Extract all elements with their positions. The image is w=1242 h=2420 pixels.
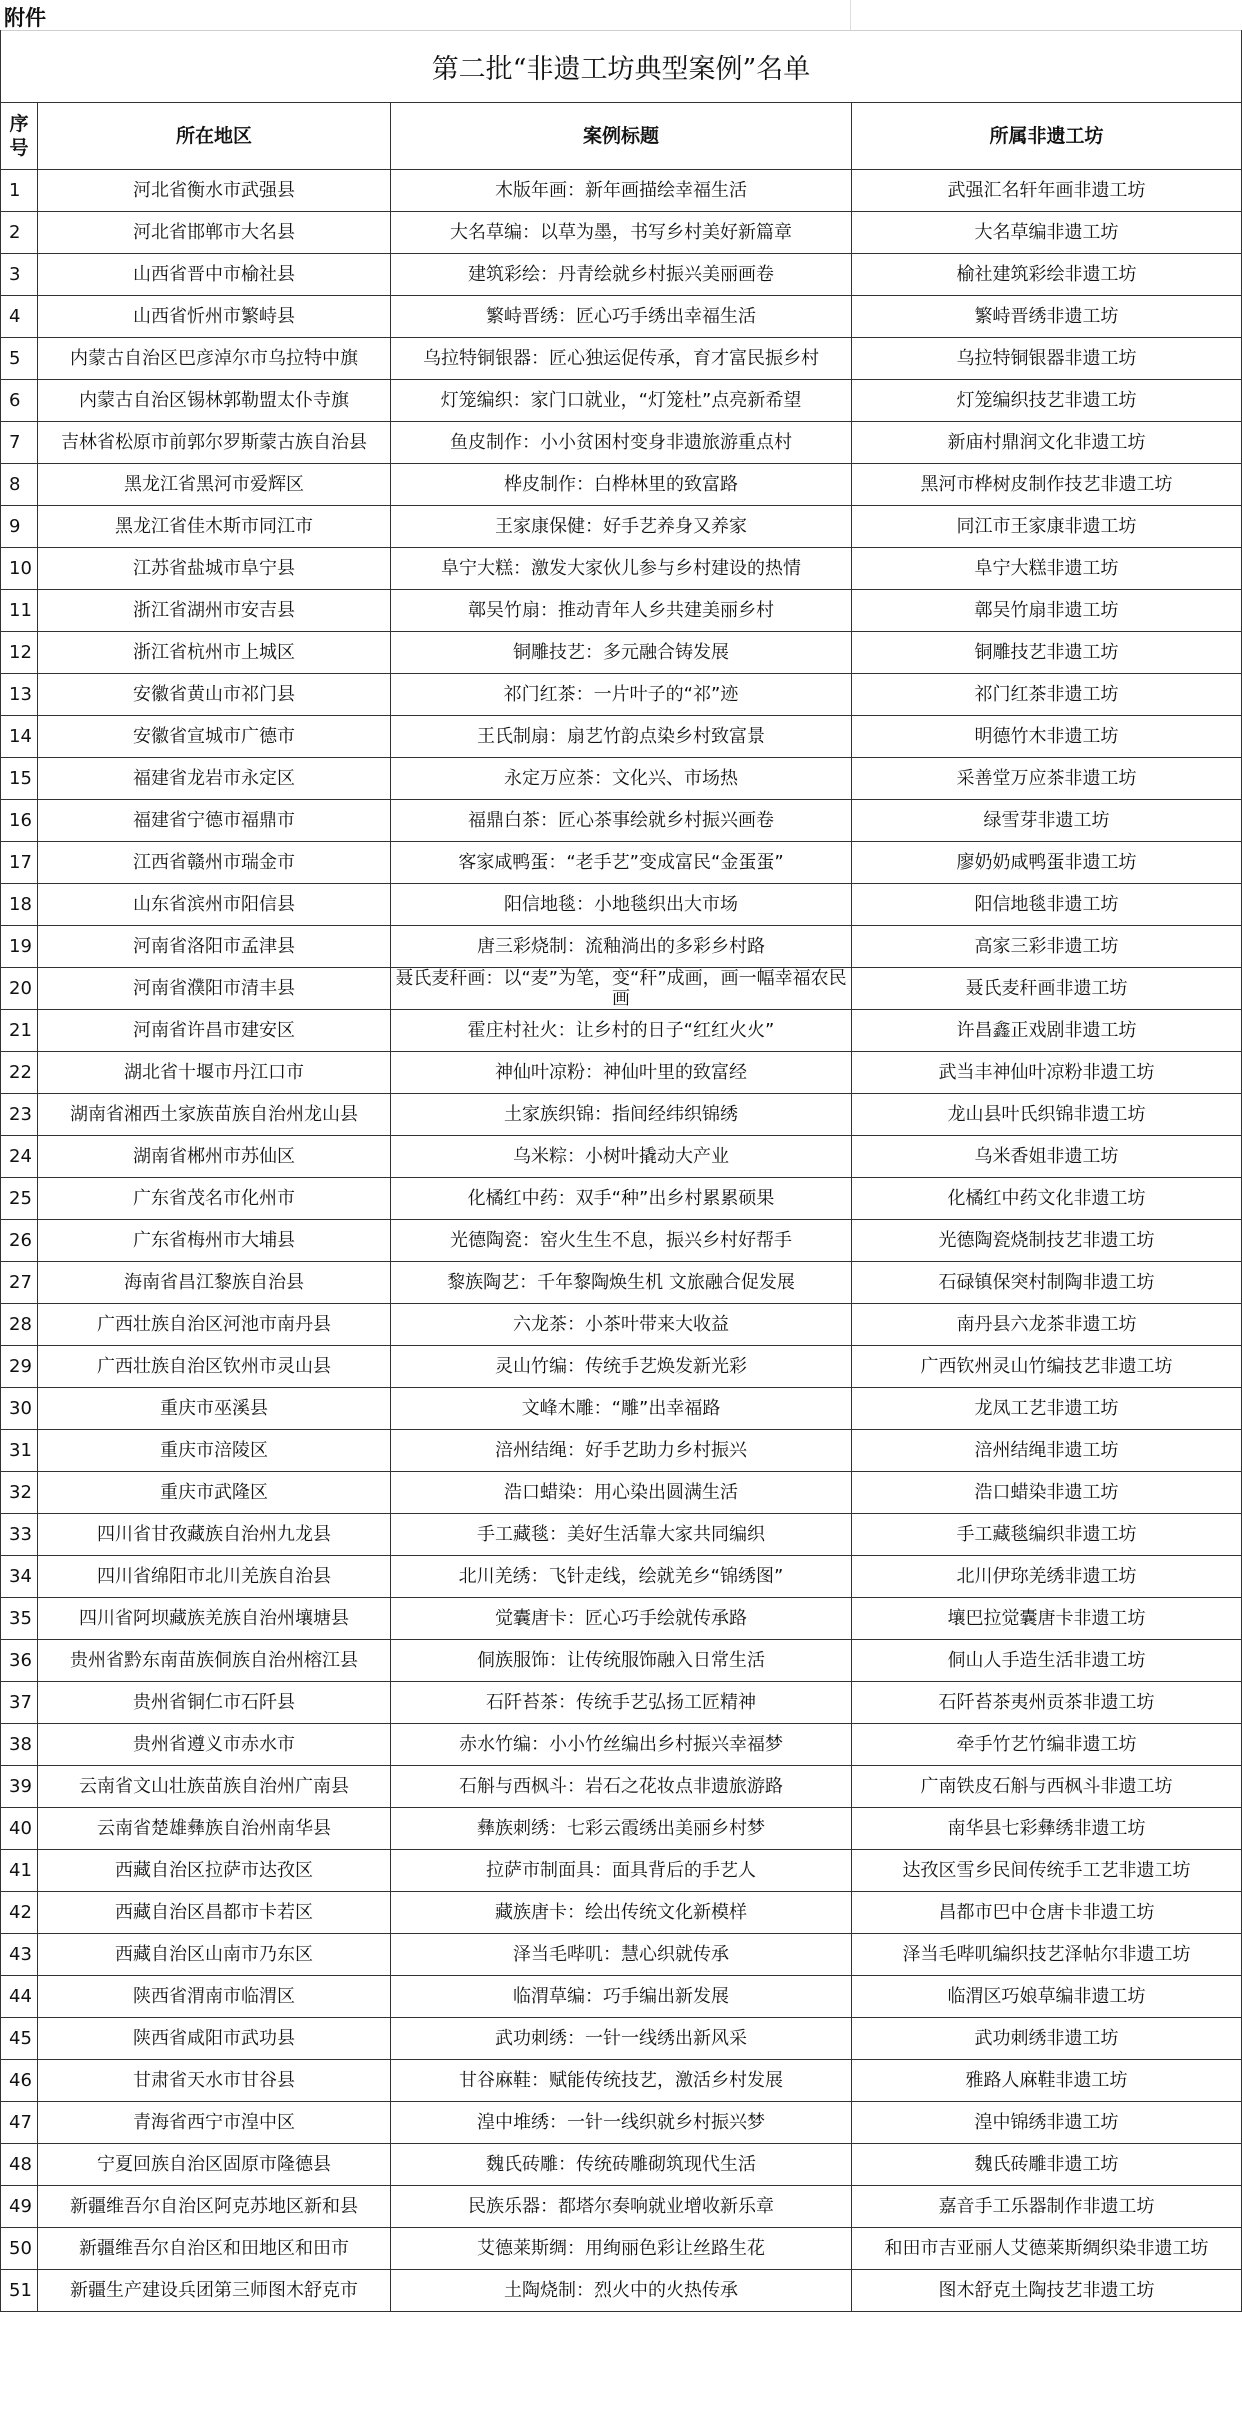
row-case-title: 鱼皮制作：小小贫困村变身非遗旅游重点村 bbox=[391, 422, 852, 464]
row-region: 海南省昌江黎族自治县 bbox=[38, 1262, 391, 1304]
row-workshop: 龙凤工艺非遗工坊 bbox=[852, 1388, 1242, 1430]
row-region: 云南省文山壮族苗族自治州广南县 bbox=[38, 1766, 391, 1808]
row-case-title: 石斛与西枫斗：岩石之花妆点非遗旅游路 bbox=[391, 1766, 852, 1808]
row-workshop: 湟中锦绣非遗工坊 bbox=[852, 2102, 1242, 2144]
row-number: 50 bbox=[1, 2228, 38, 2270]
row-workshop: 广西钦州灵山竹编技艺非遗工坊 bbox=[852, 1346, 1242, 1388]
row-number: 9 bbox=[1, 506, 38, 548]
table-row bbox=[1, 632, 1242, 674]
row-workshop: 聂氏麦秆画非遗工坊 bbox=[852, 968, 1242, 1010]
table-row bbox=[1, 506, 1242, 548]
row-case-title: 拉萨市制面具：面具背后的手艺人 bbox=[391, 1850, 852, 1892]
row-number: 21 bbox=[1, 1010, 38, 1052]
row-region: 河南省濮阳市清丰县 bbox=[38, 968, 391, 1010]
row-region: 安徽省黄山市祁门县 bbox=[38, 674, 391, 716]
row-region: 河北省邯郸市大名县 bbox=[38, 212, 391, 254]
row-case-title: 繁峙晋绣：匠心巧手绣出幸福生活 bbox=[391, 296, 852, 338]
row-case-title: 客家咸鸭蛋：“老手艺”变成富民“金蛋蛋” bbox=[391, 842, 852, 884]
row-workshop: 石碌镇保突村制陶非遗工坊 bbox=[852, 1262, 1242, 1304]
row-region: 贵州省铜仁市石阡县 bbox=[38, 1682, 391, 1724]
row-region: 内蒙古自治区锡林郭勒盟太仆寺旗 bbox=[38, 380, 391, 422]
row-region: 山西省晋中市榆社县 bbox=[38, 254, 391, 296]
table-row bbox=[1, 926, 1242, 968]
case-list-table bbox=[0, 102, 1242, 2312]
row-workshop: 黑河市桦树皮制作技艺非遗工坊 bbox=[852, 464, 1242, 506]
row-number: 42 bbox=[1, 1892, 38, 1934]
row-region: 安徽省宣城市广德市 bbox=[38, 716, 391, 758]
row-case-title: 临渭草编：巧手编出新发展 bbox=[391, 1976, 852, 2018]
table-row bbox=[1, 1850, 1242, 1892]
row-region: 陕西省渭南市临渭区 bbox=[38, 1976, 391, 2018]
row-case-title: 永定万应茶：文化兴、市场热 bbox=[391, 758, 852, 800]
row-region: 河南省洛阳市孟津县 bbox=[38, 926, 391, 968]
row-case-title: 祁门红茶：一片叶子的“祁”迹 bbox=[391, 674, 852, 716]
row-case-title: 木版年画：新年画描绘幸福生活 bbox=[391, 170, 852, 212]
row-workshop: 牵手竹艺竹编非遗工坊 bbox=[852, 1724, 1242, 1766]
row-number: 28 bbox=[1, 1304, 38, 1346]
row-case-title: 乌米粽：小树叶撬动大产业 bbox=[391, 1136, 852, 1178]
row-workshop: 雅路人麻鞋非遗工坊 bbox=[852, 2060, 1242, 2102]
table-row bbox=[1, 1178, 1242, 1220]
row-number: 29 bbox=[1, 1346, 38, 1388]
row-region: 四川省阿坝藏族羌族自治州壤塘县 bbox=[38, 1598, 391, 1640]
row-number: 40 bbox=[1, 1808, 38, 1850]
row-workshop: 侗山人手造生活非遗工坊 bbox=[852, 1640, 1242, 1682]
table-body bbox=[1, 170, 1242, 2312]
row-region: 广西壮族自治区河池市南丹县 bbox=[38, 1304, 391, 1346]
row-number: 16 bbox=[1, 800, 38, 842]
row-case-title: 土家族织锦：指间经纬织锦绣 bbox=[391, 1094, 852, 1136]
row-number: 14 bbox=[1, 716, 38, 758]
row-region: 广西壮族自治区钦州市灵山县 bbox=[38, 1346, 391, 1388]
row-case-title: 湟中堆绣：一针一线织就乡村振兴梦 bbox=[391, 2102, 852, 2144]
table-row bbox=[1, 422, 1242, 464]
row-case-title: 艾德莱斯绸：用绚丽色彩让丝路生花 bbox=[391, 2228, 852, 2270]
row-number: 7 bbox=[1, 422, 38, 464]
row-number: 10 bbox=[1, 548, 38, 590]
row-workshop: 许昌鑫正戏剧非遗工坊 bbox=[852, 1010, 1242, 1052]
row-region: 青海省西宁市湟中区 bbox=[38, 2102, 391, 2144]
row-workshop: 南华县七彩彝绣非遗工坊 bbox=[852, 1808, 1242, 1850]
row-region: 新疆生产建设兵团第三师图木舒克市 bbox=[38, 2270, 391, 2312]
row-number: 30 bbox=[1, 1388, 38, 1430]
row-case-title: 阳信地毯：小地毯织出大市场 bbox=[391, 884, 852, 926]
row-case-title: 乌拉特铜银器：匠心独运促传承，育才富民振乡村 bbox=[391, 338, 852, 380]
table-row bbox=[1, 1976, 1242, 2018]
row-case-title: 唐三彩烧制：流釉淌出的多彩乡村路 bbox=[391, 926, 852, 968]
row-region: 福建省龙岩市永定区 bbox=[38, 758, 391, 800]
row-number: 17 bbox=[1, 842, 38, 884]
row-number: 31 bbox=[1, 1430, 38, 1472]
table-row bbox=[1, 2144, 1242, 2186]
row-region: 江西省赣州市瑞金市 bbox=[38, 842, 391, 884]
row-case-title: 武功刺绣：一针一线绣出新风采 bbox=[391, 2018, 852, 2060]
row-case-title: 福鼎白茶：匠心茶事绘就乡村振兴画卷 bbox=[391, 800, 852, 842]
table-row bbox=[1, 758, 1242, 800]
table-row bbox=[1, 842, 1242, 884]
row-case-title: 灵山竹编：传统手艺焕发新光彩 bbox=[391, 1346, 852, 1388]
row-region: 山西省忻州市繁峙县 bbox=[38, 296, 391, 338]
row-number: 4 bbox=[1, 296, 38, 338]
table-row bbox=[1, 2228, 1242, 2270]
row-case-title: 甘谷麻鞋：赋能传统技艺，激活乡村发展 bbox=[391, 2060, 852, 2102]
header-case-title: 案例标题 bbox=[391, 103, 852, 170]
row-case-title: 光德陶瓷：窑火生生不息，振兴乡村好帮手 bbox=[391, 1220, 852, 1262]
row-number: 22 bbox=[1, 1052, 38, 1094]
row-case-title: 铜雕技艺：多元融合铸发展 bbox=[391, 632, 852, 674]
row-region: 重庆市涪陵区 bbox=[38, 1430, 391, 1472]
row-region: 重庆市巫溪县 bbox=[38, 1388, 391, 1430]
row-workshop: 乌米香姐非遗工坊 bbox=[852, 1136, 1242, 1178]
table-row bbox=[1, 296, 1242, 338]
row-region: 重庆市武隆区 bbox=[38, 1472, 391, 1514]
row-workshop: 广南铁皮石斛与西枫斗非遗工坊 bbox=[852, 1766, 1242, 1808]
row-workshop: 手工藏毯编织非遗工坊 bbox=[852, 1514, 1242, 1556]
row-region: 新疆维吾尔自治区阿克苏地区新和县 bbox=[38, 2186, 391, 2228]
row-case-title: 手工藏毯：美好生活靠大家共同编织 bbox=[391, 1514, 852, 1556]
row-number: 11 bbox=[1, 590, 38, 632]
row-workshop: 魏氏砖雕非遗工坊 bbox=[852, 2144, 1242, 2186]
row-region: 福建省宁德市福鼎市 bbox=[38, 800, 391, 842]
table-row bbox=[1, 674, 1242, 716]
table-row bbox=[1, 1808, 1242, 1850]
row-number: 36 bbox=[1, 1640, 38, 1682]
row-region: 湖南省湘西土家族苗族自治州龙山县 bbox=[38, 1094, 391, 1136]
row-region: 甘肃省天水市甘谷县 bbox=[38, 2060, 391, 2102]
table-row bbox=[1, 1892, 1242, 1934]
row-workshop: 临渭区巧娘草编非遗工坊 bbox=[852, 1976, 1242, 2018]
row-workshop: 铜雕技艺非遗工坊 bbox=[852, 632, 1242, 674]
row-number: 8 bbox=[1, 464, 38, 506]
header-seq bbox=[1, 103, 38, 170]
row-workshop: 新庙村鼎润文化非遗工坊 bbox=[852, 422, 1242, 464]
row-case-title: 桦皮制作：白桦林里的致富路 bbox=[391, 464, 852, 506]
row-region: 广东省梅州市大埔县 bbox=[38, 1220, 391, 1262]
row-number: 2 bbox=[1, 212, 38, 254]
table-row bbox=[1, 464, 1242, 506]
row-number: 38 bbox=[1, 1724, 38, 1766]
row-case-title: 建筑彩绘：丹青绘就乡村振兴美丽画卷 bbox=[391, 254, 852, 296]
table-row bbox=[1, 590, 1242, 632]
row-workshop: 龙山县叶氏织锦非遗工坊 bbox=[852, 1094, 1242, 1136]
row-number: 19 bbox=[1, 926, 38, 968]
table-row bbox=[1, 1262, 1242, 1304]
row-number: 45 bbox=[1, 2018, 38, 2060]
row-number: 18 bbox=[1, 884, 38, 926]
row-workshop: 绿雪芽非遗工坊 bbox=[852, 800, 1242, 842]
document-title: 第二批“非遗工坊典型案例”名单 bbox=[0, 30, 1242, 102]
row-workshop: 壤巴拉觉囊唐卡非遗工坊 bbox=[852, 1598, 1242, 1640]
row-region: 西藏自治区山南市乃东区 bbox=[38, 1934, 391, 1976]
row-number: 27 bbox=[1, 1262, 38, 1304]
row-number: 48 bbox=[1, 2144, 38, 2186]
row-workshop: 昌都市巴中仓唐卡非遗工坊 bbox=[852, 1892, 1242, 1934]
row-workshop: 武当丰神仙叶凉粉非遗工坊 bbox=[852, 1052, 1242, 1094]
row-region: 浙江省杭州市上城区 bbox=[38, 632, 391, 674]
row-case-title: 文峰木雕：“雕”出幸福路 bbox=[391, 1388, 852, 1430]
row-workshop: 泽当毛哔叽编织技艺泽帖尔非遗工坊 bbox=[852, 1934, 1242, 1976]
row-number: 26 bbox=[1, 1220, 38, 1262]
row-number: 39 bbox=[1, 1766, 38, 1808]
row-workshop: 石阡苔茶夷州贡茶非遗工坊 bbox=[852, 1682, 1242, 1724]
header-region: 所在地区 bbox=[38, 103, 391, 170]
table-row bbox=[1, 1556, 1242, 1598]
row-region: 广东省茂名市化州市 bbox=[38, 1178, 391, 1220]
row-workshop: 鄣吴竹扇非遗工坊 bbox=[852, 590, 1242, 632]
table-row bbox=[1, 1052, 1242, 1094]
row-case-title: 觉囊唐卡：匠心巧手绘就传承路 bbox=[391, 1598, 852, 1640]
row-number: 3 bbox=[1, 254, 38, 296]
row-case-title: 黎族陶艺：千年黎陶焕生机 文旅融合促发展 bbox=[391, 1262, 852, 1304]
row-number: 35 bbox=[1, 1598, 38, 1640]
row-region: 内蒙古自治区巴彦淖尔市乌拉特中旗 bbox=[38, 338, 391, 380]
row-case-title: 聂氏麦秆画：以“麦”为笔，变“秆”成画，画一幅幸福农民画 bbox=[391, 968, 852, 1010]
row-number: 47 bbox=[1, 2102, 38, 2144]
row-region: 四川省甘孜藏族自治州九龙县 bbox=[38, 1514, 391, 1556]
table-row bbox=[1, 1514, 1242, 1556]
table-row bbox=[1, 1598, 1242, 1640]
table-row bbox=[1, 1304, 1242, 1346]
table-row bbox=[1, 2102, 1242, 2144]
table-row bbox=[1, 1640, 1242, 1682]
row-region: 西藏自治区昌都市卡若区 bbox=[38, 1892, 391, 1934]
row-number: 5 bbox=[1, 338, 38, 380]
row-number: 20 bbox=[1, 968, 38, 1010]
row-case-title: 土陶烧制：烈火中的火热传承 bbox=[391, 2270, 852, 2312]
row-case-title: 霍庄村社火：让乡村的日子“红红火火” bbox=[391, 1010, 852, 1052]
table-row bbox=[1, 170, 1242, 212]
row-case-title: 王家康保健：好手艺养身又养家 bbox=[391, 506, 852, 548]
table-row bbox=[1, 1472, 1242, 1514]
row-region: 吉林省松原市前郭尔罗斯蒙古族自治县 bbox=[38, 422, 391, 464]
row-case-title: 神仙叶凉粉：神仙叶里的致富经 bbox=[391, 1052, 852, 1094]
table-row bbox=[1, 968, 1242, 1010]
row-number: 24 bbox=[1, 1136, 38, 1178]
row-number: 1 bbox=[1, 170, 38, 212]
row-workshop: 繁峙晋绣非遗工坊 bbox=[852, 296, 1242, 338]
table-row bbox=[1, 254, 1242, 296]
row-number: 15 bbox=[1, 758, 38, 800]
table-row bbox=[1, 1094, 1242, 1136]
row-region: 河北省衡水市武强县 bbox=[38, 170, 391, 212]
row-workshop: 阳信地毯非遗工坊 bbox=[852, 884, 1242, 926]
table-row bbox=[1, 2018, 1242, 2060]
row-number: 12 bbox=[1, 632, 38, 674]
table-row bbox=[1, 338, 1242, 380]
table-row bbox=[1, 212, 1242, 254]
row-number: 33 bbox=[1, 1514, 38, 1556]
row-workshop: 浩口蜡染非遗工坊 bbox=[852, 1472, 1242, 1514]
row-case-title: 民族乐器：都塔尔奏响就业增收新乐章 bbox=[391, 2186, 852, 2228]
row-case-title: 魏氏砖雕：传统砖雕砌筑现代生活 bbox=[391, 2144, 852, 2186]
row-number: 49 bbox=[1, 2186, 38, 2228]
row-workshop: 南丹县六龙茶非遗工坊 bbox=[852, 1304, 1242, 1346]
row-workshop: 同江市王家康非遗工坊 bbox=[852, 506, 1242, 548]
table-header-row bbox=[1, 103, 1242, 170]
row-case-title: 鄣吴竹扇：推动青年人乡共建美丽乡村 bbox=[391, 590, 852, 632]
row-workshop: 北川伊珎羌绣非遗工坊 bbox=[852, 1556, 1242, 1598]
row-number: 43 bbox=[1, 1934, 38, 1976]
table-row bbox=[1, 1766, 1242, 1808]
row-case-title: 泽当毛哔叽：慧心织就传承 bbox=[391, 1934, 852, 1976]
row-region: 宁夏回族自治区固原市隆德县 bbox=[38, 2144, 391, 2186]
row-workshop: 乌拉特铜银器非遗工坊 bbox=[852, 338, 1242, 380]
row-region: 新疆维吾尔自治区和田地区和田市 bbox=[38, 2228, 391, 2270]
row-number: 51 bbox=[1, 2270, 38, 2312]
table-row bbox=[1, 1220, 1242, 1262]
table-row bbox=[1, 800, 1242, 842]
header-seq-label: 序号 bbox=[9, 113, 29, 159]
row-number: 23 bbox=[1, 1094, 38, 1136]
row-region: 贵州省黔东南苗族侗族自治州榕江县 bbox=[38, 1640, 391, 1682]
row-workshop: 涪州结绳非遗工坊 bbox=[852, 1430, 1242, 1472]
row-case-title: 侗族服饰：让传统服饰融入日常生活 bbox=[391, 1640, 852, 1682]
row-region: 云南省楚雄彝族自治州南华县 bbox=[38, 1808, 391, 1850]
row-workshop: 达孜区雪乡民间传统手工艺非遗工坊 bbox=[852, 1850, 1242, 1892]
row-case-title: 涪州结绳：好手艺助力乡村振兴 bbox=[391, 1430, 852, 1472]
row-case-title: 石阡苔茶：传统手艺弘扬工匠精神 bbox=[391, 1682, 852, 1724]
table-row bbox=[1, 2270, 1242, 2312]
table-row bbox=[1, 2060, 1242, 2102]
row-region: 西藏自治区拉萨市达孜区 bbox=[38, 1850, 391, 1892]
row-region: 湖南省郴州市苏仙区 bbox=[38, 1136, 391, 1178]
table-row bbox=[1, 884, 1242, 926]
row-region: 江苏省盐城市阜宁县 bbox=[38, 548, 391, 590]
row-region: 山东省滨州市阳信县 bbox=[38, 884, 391, 926]
row-workshop: 祁门红茶非遗工坊 bbox=[852, 674, 1242, 716]
row-workshop: 榆社建筑彩绘非遗工坊 bbox=[852, 254, 1242, 296]
row-case-title: 阜宁大糕：激发大家伙儿参与乡村建设的热情 bbox=[391, 548, 852, 590]
row-region: 黑龙江省佳木斯市同江市 bbox=[38, 506, 391, 548]
row-region: 河南省许昌市建安区 bbox=[38, 1010, 391, 1052]
gridline bbox=[850, 0, 851, 30]
row-number: 34 bbox=[1, 1556, 38, 1598]
table-row bbox=[1, 716, 1242, 758]
row-case-title: 彝族刺绣：七彩云霞绣出美丽乡村梦 bbox=[391, 1808, 852, 1850]
row-workshop: 廖奶奶咸鸭蛋非遗工坊 bbox=[852, 842, 1242, 884]
row-region: 湖北省十堰市丹江口市 bbox=[38, 1052, 391, 1094]
row-workshop: 武强汇名轩年画非遗工坊 bbox=[852, 170, 1242, 212]
row-number: 41 bbox=[1, 1850, 38, 1892]
row-workshop: 图木舒克土陶技艺非遗工坊 bbox=[852, 2270, 1242, 2312]
table-row bbox=[1, 548, 1242, 590]
row-case-title: 化橘红中药：双手“种”出乡村累累硕果 bbox=[391, 1178, 852, 1220]
row-region: 四川省绵阳市北川羌族自治县 bbox=[38, 1556, 391, 1598]
row-workshop: 采善堂万应茶非遗工坊 bbox=[852, 758, 1242, 800]
row-workshop: 嘉音手工乐器制作非遗工坊 bbox=[852, 2186, 1242, 2228]
row-case-title: 六龙茶：小茶叶带来大收益 bbox=[391, 1304, 852, 1346]
row-case-title: 藏族唐卡：绘出传统文化新模样 bbox=[391, 1892, 852, 1934]
row-workshop: 高家三彩非遗工坊 bbox=[852, 926, 1242, 968]
row-region: 贵州省遵义市赤水市 bbox=[38, 1724, 391, 1766]
row-number: 46 bbox=[1, 2060, 38, 2102]
row-workshop: 光德陶瓷烧制技艺非遗工坊 bbox=[852, 1220, 1242, 1262]
row-case-title: 灯笼编织：家门口就业，“灯笼杜”点亮新希望 bbox=[391, 380, 852, 422]
row-number: 44 bbox=[1, 1976, 38, 2018]
row-case-title: 北川羌绣：飞针走线，绘就羌乡“锦绣图” bbox=[391, 1556, 852, 1598]
table-row bbox=[1, 1724, 1242, 1766]
row-region: 黑龙江省黑河市爱辉区 bbox=[38, 464, 391, 506]
attachment-label: 附件 bbox=[4, 6, 46, 30]
row-workshop: 化橘红中药文化非遗工坊 bbox=[852, 1178, 1242, 1220]
row-workshop: 灯笼编织技艺非遗工坊 bbox=[852, 380, 1242, 422]
row-case-title: 浩口蜡染：用心染出圆满生活 bbox=[391, 1472, 852, 1514]
header-workshop: 所属非遗工坊 bbox=[852, 103, 1242, 170]
table-row bbox=[1, 2186, 1242, 2228]
row-workshop: 大名草编非遗工坊 bbox=[852, 212, 1242, 254]
table-row bbox=[1, 1136, 1242, 1178]
row-workshop: 武功刺绣非遗工坊 bbox=[852, 2018, 1242, 2060]
table-row bbox=[1, 1346, 1242, 1388]
table-row bbox=[1, 1430, 1242, 1472]
row-case-title: 大名草编：以草为墨，书写乡村美好新篇章 bbox=[391, 212, 852, 254]
table-row bbox=[1, 1934, 1242, 1976]
row-workshop: 明德竹木非遗工坊 bbox=[852, 716, 1242, 758]
row-region: 浙江省湖州市安吉县 bbox=[38, 590, 391, 632]
row-case-title: 王氏制扇：扇艺竹韵点染乡村致富景 bbox=[391, 716, 852, 758]
attachment-header-row bbox=[0, 0, 1242, 31]
table-row bbox=[1, 1388, 1242, 1430]
row-number: 6 bbox=[1, 380, 38, 422]
row-number: 32 bbox=[1, 1472, 38, 1514]
row-number: 37 bbox=[1, 1682, 38, 1724]
row-workshop: 和田市吉亚丽人艾德莱斯绸织染非遗工坊 bbox=[852, 2228, 1242, 2270]
row-number: 25 bbox=[1, 1178, 38, 1220]
row-region: 陕西省咸阳市武功县 bbox=[38, 2018, 391, 2060]
row-number: 13 bbox=[1, 674, 38, 716]
table-row bbox=[1, 1682, 1242, 1724]
row-case-title: 赤水竹编：小小竹丝编出乡村振兴幸福梦 bbox=[391, 1724, 852, 1766]
table-row bbox=[1, 380, 1242, 422]
row-workshop: 阜宁大糕非遗工坊 bbox=[852, 548, 1242, 590]
table-row bbox=[1, 1010, 1242, 1052]
